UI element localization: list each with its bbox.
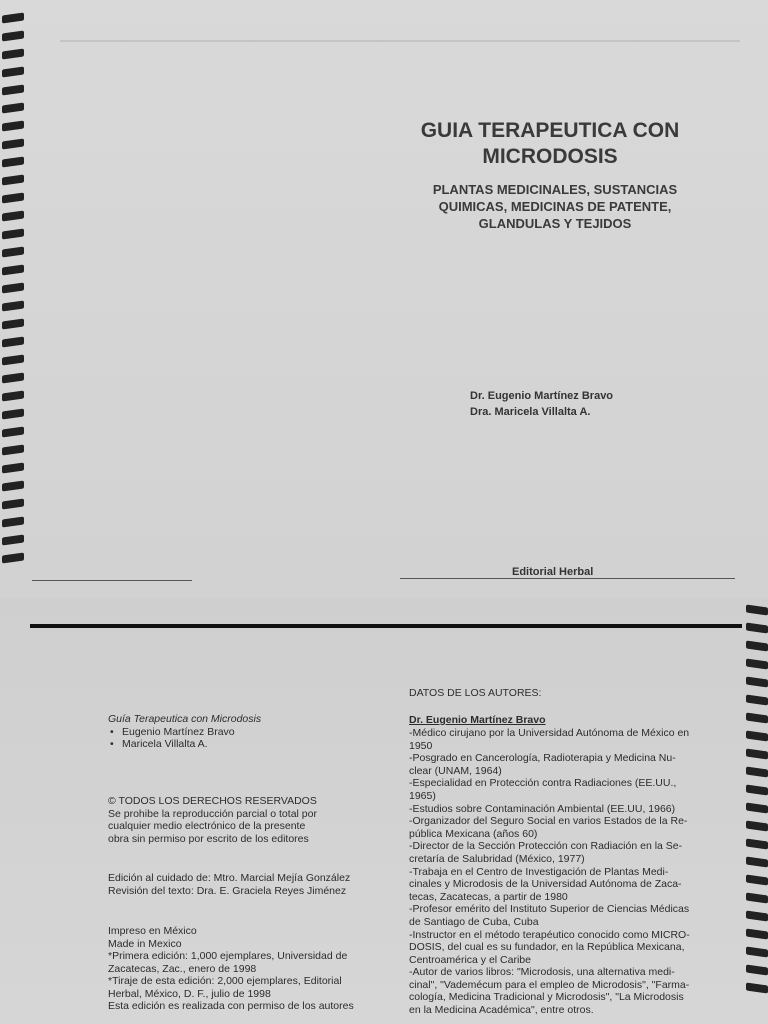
bio-line: 1965) [409,789,436,802]
authors-data-heading: DATOS DE LOS AUTORES: [409,687,542,699]
author-bullet: • Maricela Villalta A. [108,738,261,751]
bio-line: clear (UNAM, 1964) [409,764,502,777]
edition-line: Revisión del texto: Dra. E. Graciela Reyes Jiménez [108,884,347,897]
spiral-binding-right [742,606,768,992]
printing-line: Herbal, México, D. F., julio de 1998 [108,987,271,1000]
book-title: GUIA TERAPEUTICA CON MICRODOSIS [420,119,680,168]
author-bio-name: Dr. Eugenio Martínez Bravo [409,714,546,726]
bio-line: pública Mexicana (años 60) [409,827,538,840]
edition-credits [108,872,350,897]
author-name: Dra. Maricela Villalta A. [470,406,591,418]
bio-line: de Santiago de Cuba, Cuba [409,915,539,928]
publisher-name: Editorial Herbal [512,566,594,578]
bio-line: -Director de la Sección Protección con Radiación en la Se- [409,840,683,853]
rights-line: obra sin permiso por escrito de los editores [108,832,309,845]
bio-line: cinales y Microdosis de la Universidad Autónoma de Zaca- [409,878,682,891]
bleed-through-rule [60,40,740,48]
header-rule [30,624,742,628]
book-subtitle: PLANTAS MEDICINALES, SUSTANCIAS QUIMICAS, MEDICINAS DE PATENTE, GLANDULAS Y TEJIDOS [432,182,678,231]
printing-info [108,925,354,1013]
bio-line: -Posgrado en Cancerología, Radioterapia y Medicina Nu- [409,752,676,765]
divider-right [400,578,735,579]
bio-line: -Profesor emérito del Instituto Superior de Ciencias Médicas [409,903,690,916]
printing-line: Made in Mexico [108,937,182,950]
bio-line: -Especialidad en Protección contra Radiaciones (EE.UU., [409,777,677,790]
book-title-small: Guía Terapeutica con Microdosis [108,713,262,725]
printing-line: Esta edición es realizada con permiso de los autores [108,1000,354,1012]
book-info [108,713,261,751]
bio-line: cología, Medicina Tradicional y Microdosis", "La Microdosis [409,991,684,1004]
bio-line: -Estudios sobre Contaminación Ambiental (EE.UU, 1966) [409,802,676,815]
rights-notice [108,795,317,845]
bio-line: cretaría de Salubridad (México, 1977) [409,852,585,865]
printing-line: Impreso en México [108,925,197,937]
bio-line: en la Medicina Académica", entre otros. [409,1004,594,1017]
bio-line: 1950 [409,739,433,752]
bio-line: -Instructor en el método terapéutico conocido como MICRO- [409,928,690,941]
bio-line: Centroamérica y el Caribe [409,953,531,966]
bio-line: -Organizador del Seguro Social en varios Estados de la Re- [409,815,688,828]
printing-line: *Primera edición: 1,000 ejemplares, Universidad de [108,950,348,962]
rights-line: Se prohibe la reproducción parcial o total por [108,807,317,820]
divider-left [32,580,192,581]
author-bullet: • Eugenio Martínez Bravo [108,726,261,739]
printing-line: *Tiraje de esta edición: 2,000 ejemplares, Editorial [108,975,342,987]
bio-line: -Médico cirujano por la Universidad Autónoma de México en [409,727,690,739]
rights-line: © TODOS LOS DERECHOS RESERVADOS [108,795,317,807]
title-page-authors [470,388,670,420]
bio-line: -Autor de varios libros: "Microdosis, una alternativa medi- [409,966,675,979]
bio-line: DOSIS, del cual es su fundador, en la República Mexicana, [409,941,685,954]
bio-line: cinal", "Vademécum para el empleo de Microdosis", "Farma- [409,978,690,991]
spiral-binding-left [2,14,28,562]
rights-line: cualquier medio electrónico de la presente [108,820,306,832]
author-bio-list [409,727,729,1017]
printing-line: Zacatecas, Zac., enero de 1998 [108,962,257,975]
bio-line: tecas, Zacatecas, a partir de 1980 [409,890,568,903]
edition-line: Edición al cuidado de: Mtro. Marcial Mejía González [108,872,351,884]
bio-line: -Trabaja en el Centro de Investigación de Plantas Medi- [409,865,669,878]
author-name: Dr. Eugenio Martínez Bravo [470,390,614,402]
